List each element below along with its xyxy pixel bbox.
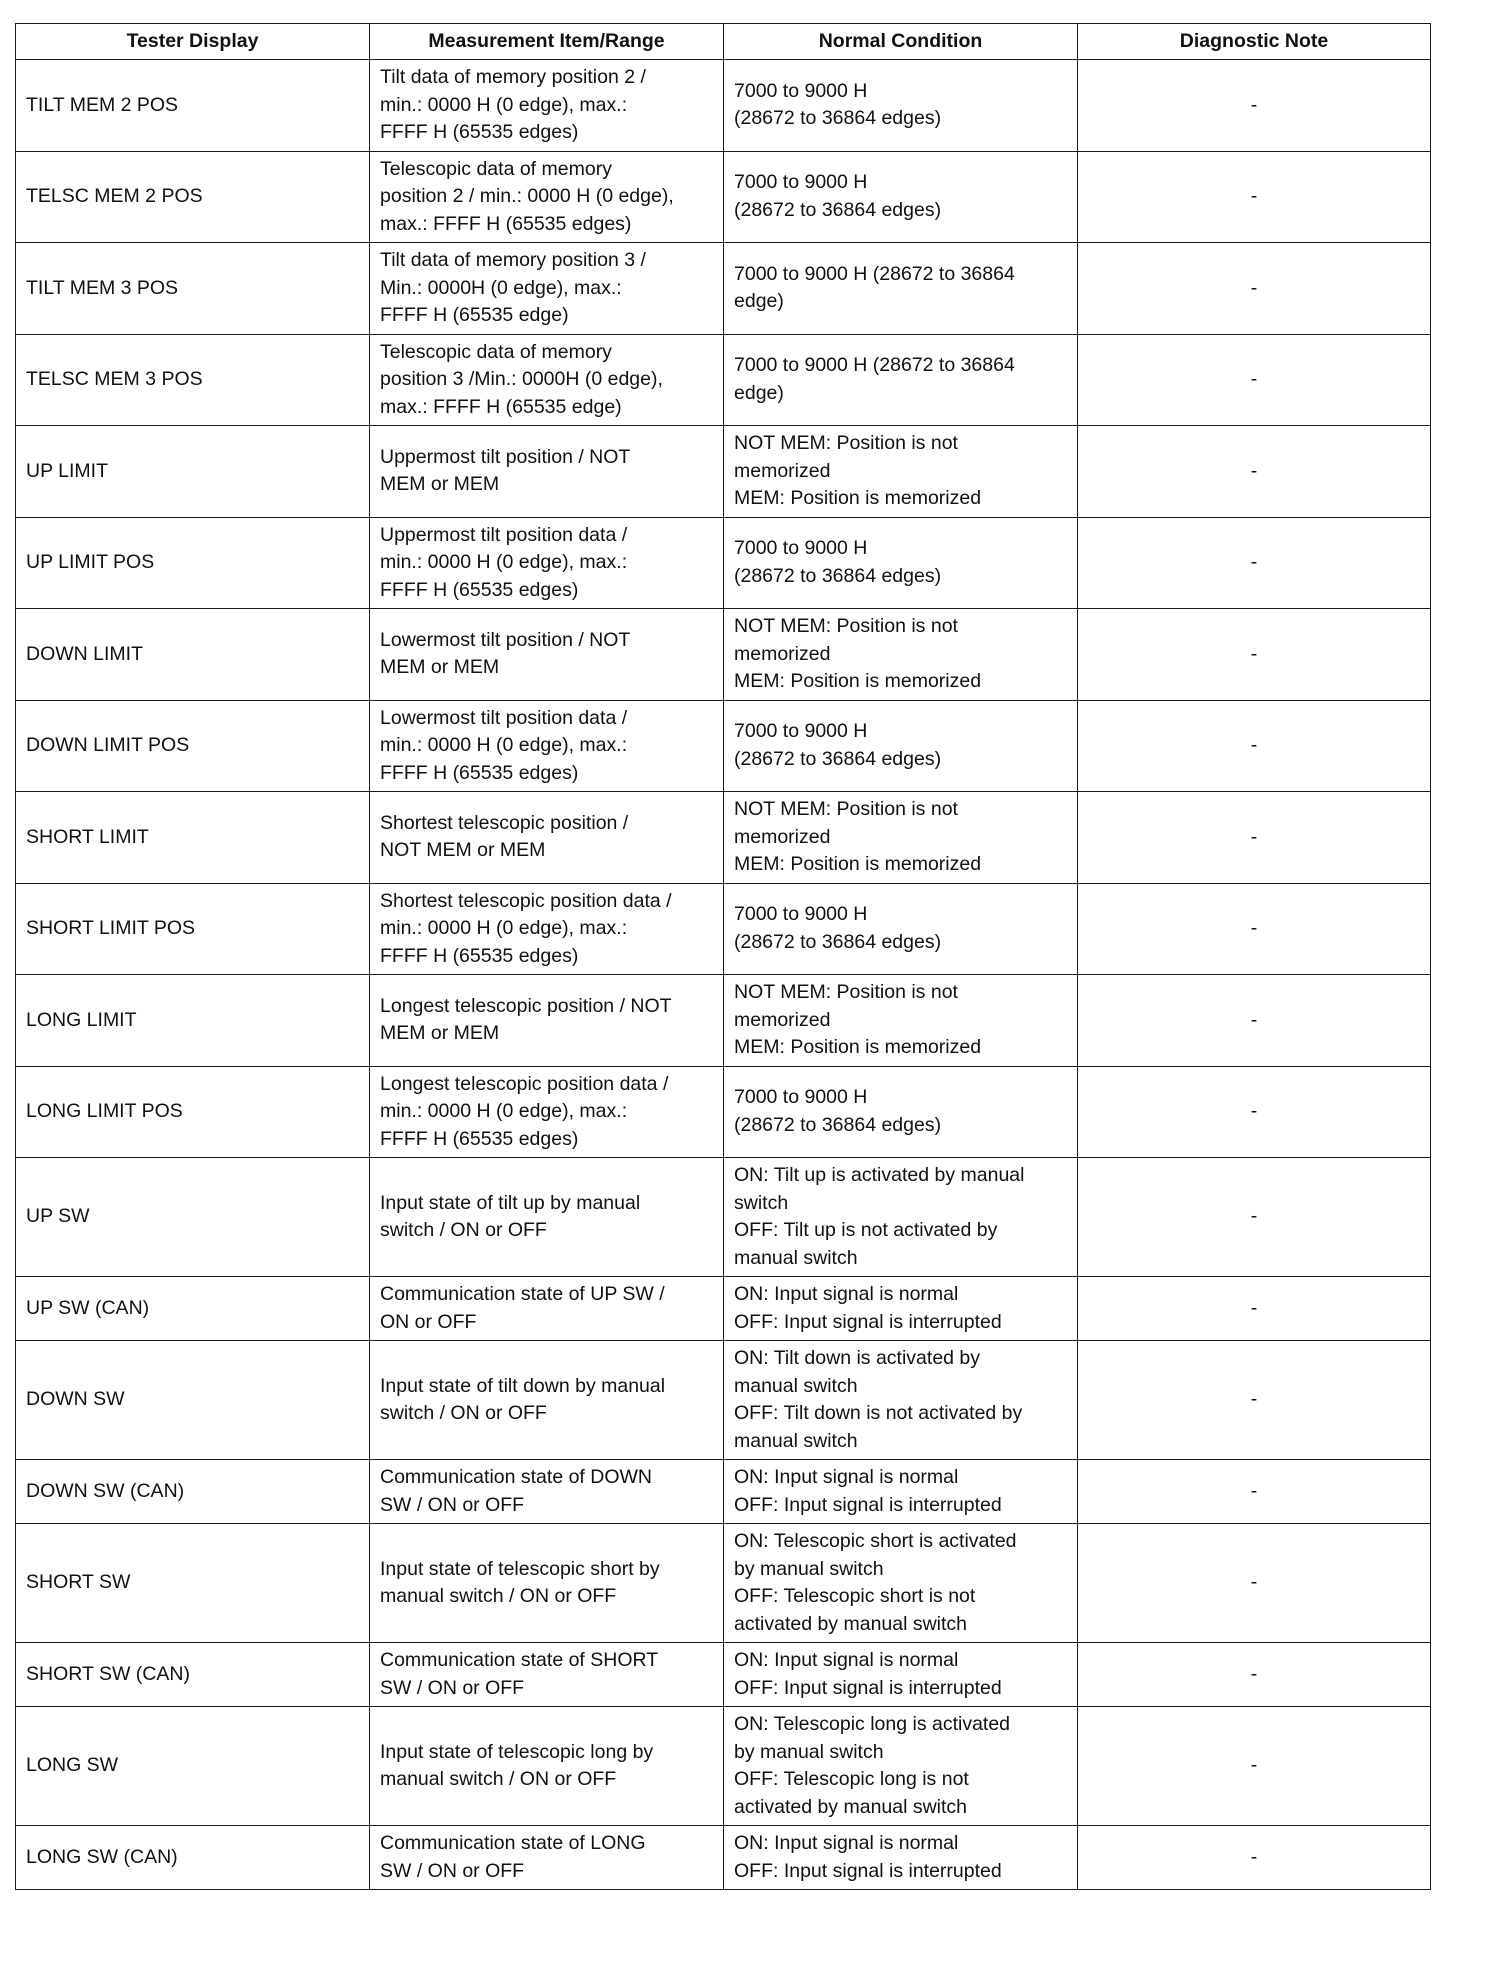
table-row <box>16 1707 1431 1826</box>
cell-normal-condition: ON: Input signal is normal OFF: Input signal is interrupted <box>724 1277 1078 1341</box>
cell-tester-display: LONG LIMIT <box>16 975 370 1067</box>
cell-normal-condition: NOT MEM: Position is not memorized MEM: Position is memorized <box>724 609 1078 701</box>
cell-diagnostic-note: - <box>1078 517 1431 609</box>
header-diagnostic-note: Diagnostic Note <box>1078 24 1431 60</box>
cell-tester-display: UP SW <box>16 1158 370 1277</box>
cell-diagnostic-note: - <box>1078 1643 1431 1707</box>
cell-measurement-item: Communication state of DOWN SW / ON or OFF <box>370 1460 724 1524</box>
table-row <box>16 243 1431 335</box>
header-tester-display: Tester Display <box>16 24 370 60</box>
cell-diagnostic-note: - <box>1078 1277 1431 1341</box>
cell-diagnostic-note: - <box>1078 792 1431 884</box>
cell-measurement-item: Input state of tilt down by manual switch / ON or OFF <box>370 1341 724 1460</box>
cell-normal-condition: ON: Telescopic short is activated by manual switch OFF: Telescopic short is not activated by manual switch <box>724 1524 1078 1643</box>
table-row <box>16 609 1431 701</box>
cell-tester-display: LONG LIMIT POS <box>16 1066 370 1158</box>
cell-measurement-item: Shortest telescopic position data / min.: 0000 H (0 edge), max.: FFFF H (65535 edges) <box>370 883 724 975</box>
cell-tester-display: DOWN SW <box>16 1341 370 1460</box>
cell-measurement-item: Input state of telescopic long by manual switch / ON or OFF <box>370 1707 724 1826</box>
table-row <box>16 151 1431 243</box>
cell-measurement-item: Telescopic data of memory position 3 /Min.: 0000H (0 edge), max.: FFFF H (65535 edge) <box>370 334 724 426</box>
cell-normal-condition: NOT MEM: Position is not memorized MEM: Position is memorized <box>724 975 1078 1067</box>
cell-diagnostic-note: - <box>1078 1066 1431 1158</box>
cell-measurement-item: Longest telescopic position / NOT MEM or MEM <box>370 975 724 1067</box>
cell-tester-display: TILT MEM 2 POS <box>16 60 370 152</box>
cell-diagnostic-note: - <box>1078 1158 1431 1277</box>
cell-tester-display: UP LIMIT POS <box>16 517 370 609</box>
cell-tester-display: DOWN LIMIT <box>16 609 370 701</box>
cell-normal-condition: ON: Input signal is normal OFF: Input signal is interrupted <box>724 1460 1078 1524</box>
table-header-row <box>16 24 1431 60</box>
table-row <box>16 1826 1431 1890</box>
cell-diagnostic-note: - <box>1078 883 1431 975</box>
cell-measurement-item: Communication state of UP SW / ON or OFF <box>370 1277 724 1341</box>
table-row <box>16 426 1431 518</box>
table-row <box>16 1158 1431 1277</box>
cell-tester-display: SHORT LIMIT <box>16 792 370 884</box>
cell-diagnostic-note: - <box>1078 1341 1431 1460</box>
cell-normal-condition: ON: Tilt down is activated by manual switch OFF: Tilt down is not activated by manual switch <box>724 1341 1078 1460</box>
cell-normal-condition: 7000 to 9000 H (28672 to 36864 edges) <box>724 883 1078 975</box>
cell-diagnostic-note: - <box>1078 334 1431 426</box>
cell-tester-display: LONG SW <box>16 1707 370 1826</box>
cell-tester-display: TELSC MEM 3 POS <box>16 334 370 426</box>
table-row <box>16 700 1431 792</box>
cell-measurement-item: Input state of tilt up by manual switch / ON or OFF <box>370 1158 724 1277</box>
cell-normal-condition: NOT MEM: Position is not memorized MEM: Position is memorized <box>724 426 1078 518</box>
cell-normal-condition: ON: Telescopic long is activated by manual switch OFF: Telescopic long is not activated by manual switch <box>724 1707 1078 1826</box>
cell-diagnostic-note: - <box>1078 975 1431 1067</box>
cell-measurement-item: Tilt data of memory position 2 / min.: 0000 H (0 edge), max.: FFFF H (65535 edges) <box>370 60 724 152</box>
cell-normal-condition: NOT MEM: Position is not memorized MEM: Position is memorized <box>724 792 1078 884</box>
cell-tester-display: SHORT SW (CAN) <box>16 1643 370 1707</box>
table-row <box>16 1460 1431 1524</box>
cell-measurement-item: Longest telescopic position data / min.: 0000 H (0 edge), max.: FFFF H (65535 edges) <box>370 1066 724 1158</box>
table-row <box>16 1066 1431 1158</box>
cell-diagnostic-note: - <box>1078 1524 1431 1643</box>
cell-measurement-item: Shortest telescopic position / NOT MEM or MEM <box>370 792 724 884</box>
cell-tester-display: UP SW (CAN) <box>16 1277 370 1341</box>
table-row <box>16 792 1431 884</box>
cell-measurement-item: Uppermost tilt position data / min.: 0000 H (0 edge), max.: FFFF H (65535 edges) <box>370 517 724 609</box>
cell-diagnostic-note: - <box>1078 60 1431 152</box>
cell-diagnostic-note: - <box>1078 609 1431 701</box>
table-row <box>16 883 1431 975</box>
table-row <box>16 1524 1431 1643</box>
table-row <box>16 60 1431 152</box>
cell-measurement-item: Lowermost tilt position data / min.: 0000 H (0 edge), max.: FFFF H (65535 edges) <box>370 700 724 792</box>
cell-measurement-item: Input state of telescopic short by manual switch / ON or OFF <box>370 1524 724 1643</box>
cell-normal-condition: 7000 to 9000 H (28672 to 36864 edges) <box>724 700 1078 792</box>
cell-tester-display: SHORT LIMIT POS <box>16 883 370 975</box>
table-row <box>16 517 1431 609</box>
table-row <box>16 334 1431 426</box>
table-row <box>16 1643 1431 1707</box>
cell-tester-display: DOWN LIMIT POS <box>16 700 370 792</box>
cell-tester-display: LONG SW (CAN) <box>16 1826 370 1890</box>
cell-normal-condition: ON: Tilt up is activated by manual switch OFF: Tilt up is not activated by manual switch <box>724 1158 1078 1277</box>
header-measurement-item: Measurement Item/Range <box>370 24 724 60</box>
cell-diagnostic-note: - <box>1078 151 1431 243</box>
cell-diagnostic-note: - <box>1078 1707 1431 1826</box>
cell-normal-condition: ON: Input signal is normal OFF: Input signal is interrupted <box>724 1826 1078 1890</box>
header-normal-condition: Normal Condition <box>724 24 1078 60</box>
cell-tester-display: DOWN SW (CAN) <box>16 1460 370 1524</box>
cell-normal-condition: 7000 to 9000 H (28672 to 36864 edges) <box>724 1066 1078 1158</box>
cell-measurement-item: Communication state of SHORT SW / ON or OFF <box>370 1643 724 1707</box>
cell-measurement-item: Uppermost tilt position / NOT MEM or MEM <box>370 426 724 518</box>
cell-measurement-item: Tilt data of memory position 3 / Min.: 0000H (0 edge), max.: FFFF H (65535 edge) <box>370 243 724 335</box>
table-row <box>16 1277 1431 1341</box>
cell-tester-display: TELSC MEM 2 POS <box>16 151 370 243</box>
cell-tester-display: UP LIMIT <box>16 426 370 518</box>
cell-normal-condition: 7000 to 9000 H (28672 to 36864 edge) <box>724 334 1078 426</box>
cell-diagnostic-note: - <box>1078 426 1431 518</box>
cell-diagnostic-note: - <box>1078 1460 1431 1524</box>
table-row <box>16 975 1431 1067</box>
cell-normal-condition: 7000 to 9000 H (28672 to 36864 edge) <box>724 243 1078 335</box>
cell-normal-condition: 7000 to 9000 H (28672 to 36864 edges) <box>724 517 1078 609</box>
cell-normal-condition: 7000 to 9000 H (28672 to 36864 edges) <box>724 60 1078 152</box>
cell-normal-condition: ON: Input signal is normal OFF: Input signal is interrupted <box>724 1643 1078 1707</box>
cell-measurement-item: Communication state of LONG SW / ON or OFF <box>370 1826 724 1890</box>
cell-tester-display: SHORT SW <box>16 1524 370 1643</box>
cell-diagnostic-note: - <box>1078 1826 1431 1890</box>
cell-diagnostic-note: - <box>1078 243 1431 335</box>
table-body <box>16 60 1431 1890</box>
cell-diagnostic-note: - <box>1078 700 1431 792</box>
diagnostic-table <box>15 23 1431 1890</box>
cell-tester-display: TILT MEM 3 POS <box>16 243 370 335</box>
cell-measurement-item: Lowermost tilt position / NOT MEM or MEM <box>370 609 724 701</box>
table-row <box>16 1341 1431 1460</box>
cell-measurement-item: Telescopic data of memory position 2 / min.: 0000 H (0 edge), max.: FFFF H (65535 edges) <box>370 151 724 243</box>
cell-normal-condition: 7000 to 9000 H (28672 to 36864 edges) <box>724 151 1078 243</box>
